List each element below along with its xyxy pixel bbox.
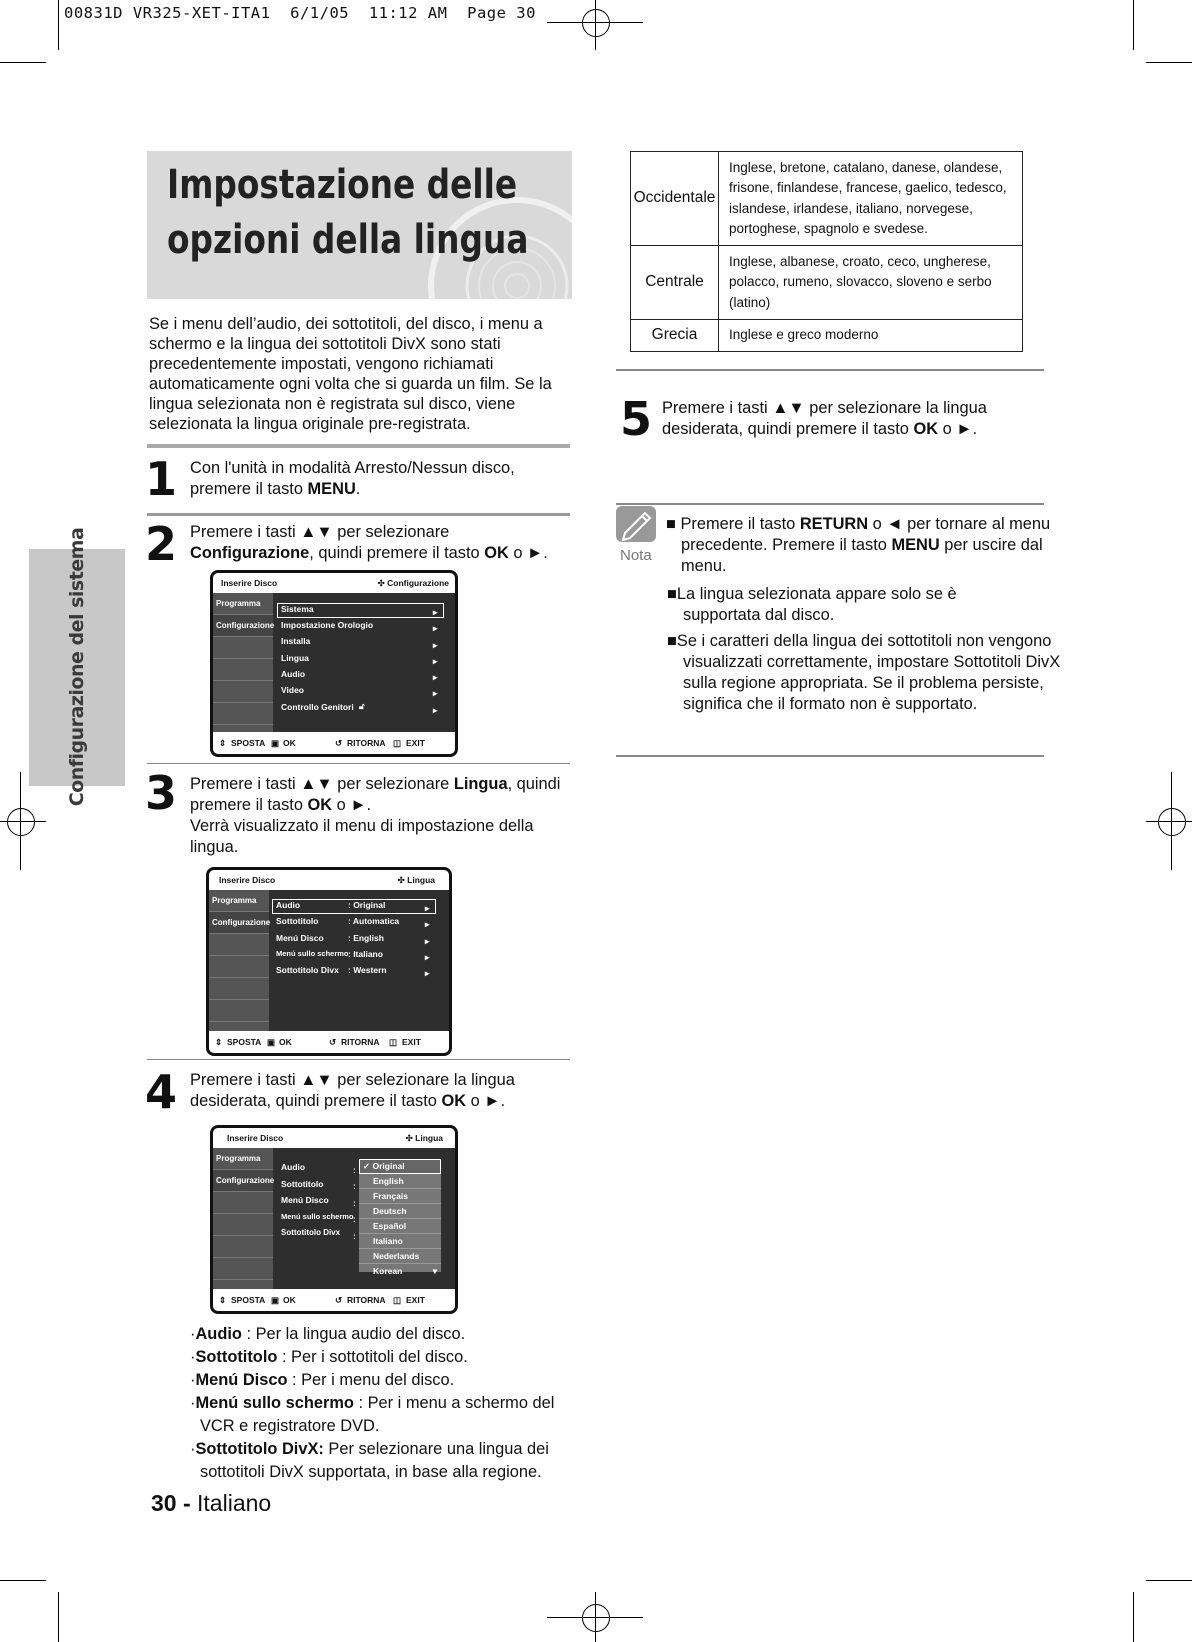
intro-paragraph: Se i menu dell’audio, dei sottotitoli, del disco, i menu a schermo e la lingua dei sottotitoli DivX sono stati precedentemente impostati, vengono richiamati automaticamente ogni volta che si guarda un film. Se la lingua selezionata non è registrata sul disco, viene selezionata la lingua originale pre-registrata. xyxy=(149,315,552,433)
step-number: 3 xyxy=(145,766,178,820)
screen-header xyxy=(213,573,455,593)
bullet-desc: Per selezionare una lingua dei sottotitoli DivX supportata, in base alla regione. xyxy=(200,1440,549,1481)
lock-icon: 🔓︎ xyxy=(359,701,365,711)
step-text: Premere i tasti ▲▼ per selezionare la lingua desiderata, quindi premere il tasto xyxy=(190,1071,515,1110)
registration-mark-line xyxy=(0,821,46,822)
divider xyxy=(147,1059,570,1060)
dropdown-option[interactable]: Italiano xyxy=(359,1234,441,1249)
dropdown-option[interactable]: English xyxy=(359,1174,441,1189)
footer-move: SPOSTA xyxy=(227,1037,262,1047)
screen-menu-title: ✣ Configurazione xyxy=(377,578,449,588)
dropdown-option[interactable]: Español xyxy=(359,1219,441,1234)
menu-row-key[interactable]: Audio xyxy=(276,900,301,910)
page-title xyxy=(167,158,528,268)
menu-item[interactable]: Sistema xyxy=(281,604,314,614)
registration-mark xyxy=(1158,808,1186,836)
footer-return: RITORNA xyxy=(341,1037,380,1047)
step-2-text xyxy=(190,522,570,564)
registration-mark xyxy=(7,808,35,836)
menu-row-key[interactable]: Menú sullo schermo xyxy=(281,1212,354,1221)
menu-row-key[interactable]: Sottotitolo Divx xyxy=(276,965,339,975)
table-cell-region: Grecia xyxy=(631,320,719,352)
footer-exit: EXIT xyxy=(402,1037,421,1047)
exit-icon: ◫ xyxy=(393,738,402,748)
footer-ok: OK xyxy=(283,738,296,748)
square-bullet-icon: ■ xyxy=(667,585,677,603)
note-key: RETURN xyxy=(799,515,869,533)
bullet-desc: : Per i menu del disco. xyxy=(287,1371,455,1389)
dropdown-option[interactable]: Deutsch xyxy=(359,1204,441,1219)
side-tab-label: Configurazione del sistema xyxy=(66,527,88,807)
menu-row-key[interactable]: Sottotitolo xyxy=(276,916,319,926)
step-text: , quindi premere il tasto xyxy=(190,775,561,814)
step-key: Lingua xyxy=(453,775,508,793)
screen-menu-title-text: Lingua xyxy=(415,1133,443,1143)
step-text: Verrà visualizzato il menu di impostazione della lingua. xyxy=(190,817,534,856)
divider xyxy=(147,513,570,516)
screen-left-programma: Programma xyxy=(213,593,273,615)
dropdown-option-last[interactable] xyxy=(359,1264,441,1278)
bullet-desc: : Per i menu a schermo del VCR e registratore DVD. xyxy=(200,1394,555,1435)
crop-mark xyxy=(1133,0,1134,50)
page-number xyxy=(151,1490,271,1517)
crop-mark xyxy=(1146,1580,1192,1581)
table-cell-languages: Inglese e greco moderno xyxy=(719,320,1023,352)
dropdown-option[interactable]: Nederlands xyxy=(359,1249,441,1264)
step-key: OK xyxy=(484,544,509,562)
screen-left-configurazione: Configurazione xyxy=(209,912,269,934)
dropdown-option-selected[interactable] xyxy=(359,1159,441,1174)
menu-row-key[interactable]: Sottotitolo xyxy=(281,1179,324,1189)
print-code: 00831D VR325-XET-ITA1 xyxy=(64,4,271,22)
bullet-term: Audio xyxy=(195,1325,242,1343)
dropdown-option-label: Original xyxy=(372,1161,405,1171)
screen-footer xyxy=(213,1289,455,1311)
bullet-term: Sottotitolo DivX: xyxy=(195,1440,324,1458)
crop-mark xyxy=(0,62,46,63)
crop-mark xyxy=(0,1580,46,1581)
bullet-desc: : Per la lingua audio del disco. xyxy=(241,1325,466,1343)
step-text: o ►. xyxy=(508,544,548,562)
divider xyxy=(616,755,1044,757)
ok-icon: ▣ xyxy=(267,1037,276,1047)
language-region-table xyxy=(630,151,1023,352)
menu-screen-lingua xyxy=(206,867,452,1056)
page-title-line1: Impostazione delle xyxy=(167,162,518,208)
step-text: o ►. xyxy=(938,420,978,438)
note-text: per uscire dal menu. xyxy=(681,536,1043,575)
table-row xyxy=(631,152,1023,246)
step-text: o ►. xyxy=(332,796,372,814)
step-4-text xyxy=(190,1070,570,1112)
footer-move: SPOSTA xyxy=(231,738,266,748)
screen-menu-title-text: Configurazione xyxy=(387,578,449,588)
step-text: . xyxy=(355,480,361,498)
bullet-item: ·Sottotitolo DivX: Per selezionare una lingua dei sottotitoli DivX supportata, in base alla regione. xyxy=(190,1440,549,1481)
table-cell-region: Occidentale xyxy=(631,152,719,246)
registration-mark-line xyxy=(595,0,596,50)
screen-menu-title: ✣ Lingua xyxy=(405,1133,443,1143)
screen-left-panel xyxy=(213,593,273,732)
bullet-item: ·Menú Disco : Per i menu del disco. xyxy=(190,1371,455,1389)
note-text: Se i caratteri della lingua dei sottotitoli non vengono visualizzati correttamente, impostare Sottotitoli DivX sulla regione appropriata. Se il problema persiste, significa che il formato non è supportato. xyxy=(676,632,1061,713)
footer-return: RITORNA xyxy=(347,738,386,748)
return-icon: ↺ xyxy=(335,738,343,748)
divider xyxy=(616,369,1044,371)
print-time: 11:12 AM xyxy=(368,4,448,22)
table-cell-languages: Inglese, albanese, croato, ceco, ungherese, polacco, rumeno, slovacco, sloveno e serbo (latino) xyxy=(719,246,1023,320)
screen-left-panel xyxy=(209,890,269,1031)
step-text: Premere i tasti ▲▼ per selezionare xyxy=(190,523,450,541)
page-number-lang: Italiano xyxy=(197,1490,272,1516)
page-number-value: 30 - xyxy=(151,1490,191,1516)
screen-left-configurazione: Configurazione xyxy=(213,615,273,637)
crop-mark xyxy=(1133,1592,1134,1642)
step-text: , quindi premere il tasto xyxy=(309,544,485,562)
menu-item[interactable]: Lingua xyxy=(281,653,309,663)
screen-menu-title-text: Lingua xyxy=(407,875,435,885)
note-text: La lingua selezionata appare solo se è supportata dal disco. xyxy=(676,585,957,624)
screen-footer xyxy=(209,1031,449,1053)
exit-icon: ◫ xyxy=(389,1037,398,1047)
screen-header xyxy=(213,1128,455,1148)
crop-mark xyxy=(58,0,59,50)
step-key: MENU xyxy=(307,480,356,498)
screen-left-panel xyxy=(213,1148,273,1289)
bullet-item: ·Sottotitolo : Per i sottotitoli del disco. xyxy=(190,1348,468,1366)
print-page: Page 30 xyxy=(467,4,536,22)
square-bullet-icon: ■ xyxy=(666,515,676,533)
step-key: OK xyxy=(913,420,939,438)
bullet-item: ·Menú sullo schermo : Per i menu a schermo del VCR e registratore DVD. xyxy=(190,1394,555,1435)
bullet-item: ·Audio : Per la lingua audio del disco. xyxy=(190,1325,466,1343)
menu-row-value: : Western xyxy=(348,965,387,975)
page-title-line2: opzioni della lingua xyxy=(167,217,529,263)
note-text: o ◄ per tornare al menu precedente. Premere il tasto xyxy=(681,515,1051,554)
print-header xyxy=(64,4,536,22)
step-3-text xyxy=(190,774,572,858)
chevron-right-icon: ▸ ▸ ▸ ▸ ▸ ▸ ▸ xyxy=(433,607,438,715)
divider xyxy=(147,444,570,448)
screen-disc-status: Inserire Disco xyxy=(221,578,278,588)
footer-exit: EXIT xyxy=(406,1295,425,1305)
registration-mark-line xyxy=(595,1592,596,1642)
note-key: MENU xyxy=(891,536,940,554)
scroll-down-icon: ▾ xyxy=(432,1266,437,1276)
language-dropdown[interactable] xyxy=(359,1159,441,1276)
menu-row-key[interactable]: Sottotitolo Divx xyxy=(281,1228,341,1237)
footer-exit: EXIT xyxy=(406,738,425,748)
divider xyxy=(147,763,570,764)
note-label: Nota xyxy=(620,547,652,564)
check-icon: ✓ xyxy=(363,1161,371,1171)
colon-separators: : : : : : xyxy=(353,1165,356,1241)
divider xyxy=(616,503,1044,505)
menu-row-value: : Automatica xyxy=(348,916,400,926)
pencil-icon xyxy=(616,506,656,542)
bullet-term: Menú sullo schermo xyxy=(195,1394,354,1412)
chevron-right-icon: ▸ ▸ ▸ ▸ ▸ xyxy=(425,903,430,979)
bullet-desc: : Per i sottotitoli del disco. xyxy=(277,1348,468,1366)
registration-mark xyxy=(582,9,610,37)
menu-row-value: : English xyxy=(348,933,384,943)
menu-row-key[interactable]: Menú Disco xyxy=(281,1195,329,1205)
note-item-1 xyxy=(666,514,1061,577)
step-key: OK xyxy=(307,796,333,814)
screen-menu-title: ✣ Lingua xyxy=(397,875,435,885)
registration-mark-line xyxy=(1146,821,1192,822)
step-text: o ►. xyxy=(466,1092,506,1110)
screen-footer xyxy=(213,732,455,754)
return-icon: ↺ xyxy=(329,1037,337,1047)
footer-ok: OK xyxy=(279,1037,292,1047)
footer-ok: OK xyxy=(283,1295,296,1305)
menu-row-key[interactable]: Menú sullo schermo xyxy=(276,949,349,958)
table-row xyxy=(631,320,1023,352)
step-text: Premere i tasti ▲▼ per selezionare xyxy=(190,775,454,793)
menu-item[interactable]: Installa xyxy=(281,636,311,646)
menu-screen-lingua-options xyxy=(210,1125,458,1314)
ok-icon: ▣ xyxy=(271,738,280,748)
footer-move: SPOSTA xyxy=(231,1295,266,1305)
exit-icon: ◫ xyxy=(393,1295,402,1305)
dropdown-option[interactable]: Français xyxy=(359,1189,441,1204)
crop-mark xyxy=(58,1592,59,1642)
print-date: 6/1/05 xyxy=(290,4,350,22)
step-1-text xyxy=(190,458,570,500)
screen-disc-status: Inserire Disco xyxy=(219,875,276,885)
menu-item[interactable]: Controllo Genitori xyxy=(281,702,354,712)
step-text: Premere i tasti ▲▼ per selezionare la lingua desiderata, quindi premere il tasto xyxy=(662,399,987,438)
updown-icon: ⇕ xyxy=(215,1037,223,1047)
step-text: Con l'unità in modalità Arresto/Nessun disco, premere il tasto xyxy=(190,459,515,498)
menu-screen-configurazione xyxy=(210,570,458,757)
square-bullet-icon: ■ xyxy=(667,632,677,650)
updown-icon: ⇕ xyxy=(219,738,227,748)
bullet-term: Sottotitolo xyxy=(195,1348,278,1366)
menu-row-key[interactable]: Menú Disco xyxy=(276,933,324,943)
screen-header xyxy=(209,870,449,890)
footer-return: RITORNA xyxy=(347,1295,386,1305)
registration-mark xyxy=(582,1604,610,1632)
bullet-list xyxy=(190,1323,580,1484)
table-cell-languages: Inglese, bretone, catalano, danese, olandese, frisone, finlandese, francese, gaelico, tedesco, islandese, irlandese, italiano, norvegese, portoghese, spagnolo e svedese. xyxy=(719,152,1023,246)
screen-left-programma: Programma xyxy=(209,890,269,912)
updown-icon: ⇕ xyxy=(219,1295,227,1305)
step-number: 4 xyxy=(145,1065,178,1119)
menu-item[interactable]: Audio xyxy=(281,669,306,679)
note-item-2 xyxy=(666,584,983,626)
step-number: 2 xyxy=(145,517,178,571)
dropdown-option-label: Korean xyxy=(373,1266,403,1276)
note-text: Premere il tasto xyxy=(680,515,800,533)
menu-row-value: : Italiano xyxy=(348,949,383,959)
step-5-text xyxy=(662,398,1042,440)
table-row xyxy=(631,246,1023,320)
screen-disc-status: Inserire Disco xyxy=(227,1133,284,1143)
screen-left-programma: Programma xyxy=(213,1148,273,1170)
step-key: OK xyxy=(441,1092,467,1110)
menu-item[interactable]: Impostazione Orologio xyxy=(281,620,374,630)
menu-item[interactable]: Video xyxy=(281,685,304,695)
menu-row-value: : Original xyxy=(348,900,386,910)
step-key: Configurazione xyxy=(190,544,310,562)
registration-mark-line xyxy=(20,772,21,870)
crop-mark xyxy=(1146,62,1192,63)
step-number: 5 xyxy=(620,392,653,446)
bullet-term: Menú Disco xyxy=(195,1371,288,1389)
pencil-note-icon xyxy=(616,506,656,542)
note-item-3 xyxy=(666,631,1067,715)
menu-row-key[interactable]: Audio xyxy=(281,1162,306,1172)
screen-left-configurazione: Configurazione xyxy=(213,1170,273,1192)
step-number: 1 xyxy=(145,452,178,506)
ok-icon: ▣ xyxy=(271,1295,280,1305)
registration-mark-line xyxy=(1171,772,1172,870)
return-icon: ↺ xyxy=(335,1295,343,1305)
table-cell-region: Centrale xyxy=(631,246,719,320)
